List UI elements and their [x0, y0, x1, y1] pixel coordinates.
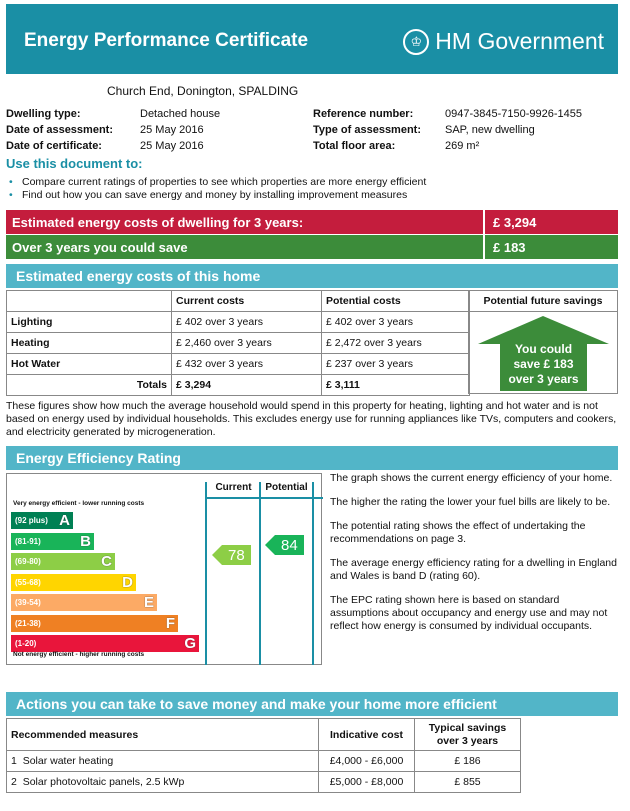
save-bar	[6, 235, 618, 259]
current-rating-pointer	[212, 545, 251, 565]
band-letter: D	[122, 573, 133, 591]
rating-paragraph: The EPC rating shown here is based on standard assumptions about occupancy and energy use and may not reflect how energy is consumed by individual occupants.	[330, 594, 608, 632]
gov-name: HM Government	[435, 28, 604, 54]
band-range: (39-54)	[15, 598, 41, 607]
totals-row	[7, 375, 470, 396]
gov-logo	[403, 28, 604, 55]
dwelling-info-left	[6, 106, 220, 154]
list-item: • Compare current ratings of properties to see which properties are more energy efficient	[6, 176, 426, 189]
table-header: Indicative cost	[319, 719, 415, 751]
current-rating-value: 78	[222, 545, 251, 565]
potential-cost: £ 2,472 over 3 years	[322, 333, 470, 354]
totals-label: Totals	[7, 375, 172, 396]
info-value: SAP, new dwelling	[445, 124, 535, 136]
cost-item: Lighting	[7, 312, 172, 333]
table-row	[7, 312, 470, 333]
rating-band-b	[11, 533, 94, 550]
rating-paragraph: The potential rating shows the effect of undertaking the recommendations on page 3.	[330, 520, 586, 545]
table-row	[7, 354, 470, 375]
info-label: Date of assessment:	[6, 124, 113, 136]
band-letter: E	[143, 594, 154, 611]
rating-explanation	[330, 472, 620, 644]
measure-cell	[7, 772, 319, 793]
rating-band-f	[11, 615, 178, 632]
band-range: (21-38)	[15, 618, 41, 628]
savings-line: over 3 years	[508, 372, 579, 386]
crown-crest-icon: ♔	[403, 29, 429, 55]
typical-saving: £ 855	[415, 772, 521, 793]
save-value: £ 183	[483, 235, 618, 259]
table-row	[7, 333, 470, 354]
costs-explanation: These figures show how much the average household would spend in this property for heating, lighting and hot water and is not based on energy used by individual households. This excludes energy use for running appliances like TVs, computers and cookers, and electricity generated by microgeneration.	[6, 400, 617, 438]
current-column-header: Current	[215, 482, 252, 493]
dwelling-info-right	[313, 106, 582, 154]
costs-section-title: Estimated energy costs of this home	[6, 264, 618, 288]
rating-band-c	[11, 553, 115, 570]
indicative-cost: £5,000 - £8,000	[319, 772, 415, 793]
savings-line: save £ 183	[513, 357, 574, 371]
list-item: • Find out how you can save energy and money by installing improvement measures	[6, 189, 426, 202]
savings-arrow-icon	[478, 316, 609, 391]
use-document-title: Use this document to:	[6, 156, 143, 171]
current-cost: £ 402 over 3 years	[172, 312, 322, 333]
info-value: 0947-3845-7150-9926-1455	[445, 108, 583, 120]
table-row	[7, 751, 521, 772]
header-bar	[6, 4, 618, 74]
potential-cost: £ 237 over 3 years	[322, 354, 470, 375]
current-cost: £ 432 over 3 years	[172, 354, 322, 375]
band-range: (1-20)	[15, 639, 37, 648]
estimated-costs-bar	[6, 210, 618, 234]
table-row	[7, 772, 521, 793]
savings-line: You could	[514, 342, 573, 356]
future-savings-box	[468, 290, 618, 394]
not-efficient-label: Not energy efficient - higher running costs	[13, 651, 145, 658]
estimated-costs-value: £ 3,294	[483, 210, 618, 234]
page-title: Energy Performance Certificate	[24, 30, 309, 51]
measure-name: Solar water heating	[22, 755, 114, 767]
band-letter: G	[184, 635, 196, 652]
measure-cell	[7, 751, 319, 772]
info-value: 25 May 2016	[140, 124, 204, 136]
rating-section-title: Energy Efficiency Rating	[6, 446, 618, 470]
measure-number: 2	[11, 776, 17, 788]
info-label: Total floor area:	[313, 140, 396, 152]
table-header: Recommended measures	[7, 719, 319, 751]
very-efficient-label: Very energy efficient - lower running costs	[13, 500, 145, 507]
band-range: (55-68)	[15, 577, 41, 587]
table-header: Potential costs	[322, 291, 470, 312]
potential-cost: £ 402 over 3 years	[322, 312, 470, 333]
table-header: Typical savings over 3 years	[415, 719, 521, 751]
info-value: Detached house	[140, 108, 221, 120]
info-label: Dwelling type:	[6, 108, 81, 120]
potential-rating-pointer	[265, 535, 304, 555]
actions-section-title: Actions you can take to save money and make your home more efficient	[6, 692, 618, 716]
table-header-row	[7, 291, 470, 312]
info-value: 269 m²	[445, 140, 480, 152]
rating-band-g	[11, 635, 199, 652]
info-value: 25 May 2016	[140, 140, 204, 152]
band-range: (81-91)	[15, 536, 41, 546]
rating-paragraph: The higher the rating the lower your fuel bills are likely to be.	[330, 496, 611, 508]
future-savings-header: Potential future savings	[469, 291, 617, 312]
info-label: Type of assessment:	[313, 124, 422, 136]
cost-item: Heating	[7, 333, 172, 354]
band-range: (69-80)	[15, 557, 41, 566]
totals-current: £ 3,294	[172, 375, 322, 396]
table-header-row	[7, 719, 521, 751]
band-letter: A	[59, 512, 70, 529]
rating-band-a	[11, 512, 73, 529]
rating-paragraph: The average energy efficiency rating for a dwelling in England and Wales is band D (rating 60).	[330, 557, 617, 582]
table-header	[7, 291, 172, 312]
estimated-costs-label: Estimated energy costs of dwelling for 3 years:	[12, 214, 304, 230]
band-letter: B	[80, 532, 91, 550]
use-document-list	[6, 176, 426, 202]
band-letter: F	[165, 614, 175, 632]
rating-paragraph: The graph shows the current energy efficiency of your home.	[330, 472, 613, 484]
typical-saving: £ 186	[415, 751, 521, 772]
potential-rating-value: 84	[275, 535, 304, 555]
totals-potential: £ 3,111	[322, 375, 470, 396]
band-range: (92 plus)	[15, 516, 48, 525]
costs-table	[6, 290, 470, 396]
actions-table	[6, 718, 521, 793]
indicative-cost: £4,000 - £6,000	[319, 751, 415, 772]
measure-number: 1	[11, 755, 17, 767]
band-letter: C	[101, 553, 112, 570]
cost-item: Hot Water	[7, 354, 172, 375]
table-header: Current costs	[172, 291, 322, 312]
measure-name: Solar photovoltaic panels, 2.5 kWp	[22, 776, 185, 788]
property-address: Church End, Donington, SPALDING	[107, 84, 299, 98]
rating-chart	[6, 473, 322, 665]
info-label: Date of certificate:	[6, 140, 102, 152]
rating-band-d	[11, 574, 136, 591]
savings-arrow-text	[478, 342, 609, 387]
potential-column-header: Potential	[265, 482, 308, 493]
current-cost: £ 2,460 over 3 years	[172, 333, 322, 354]
save-label: Over 3 years you could save	[12, 239, 188, 255]
info-label: Reference number:	[313, 108, 414, 120]
rating-band-e	[11, 594, 157, 611]
